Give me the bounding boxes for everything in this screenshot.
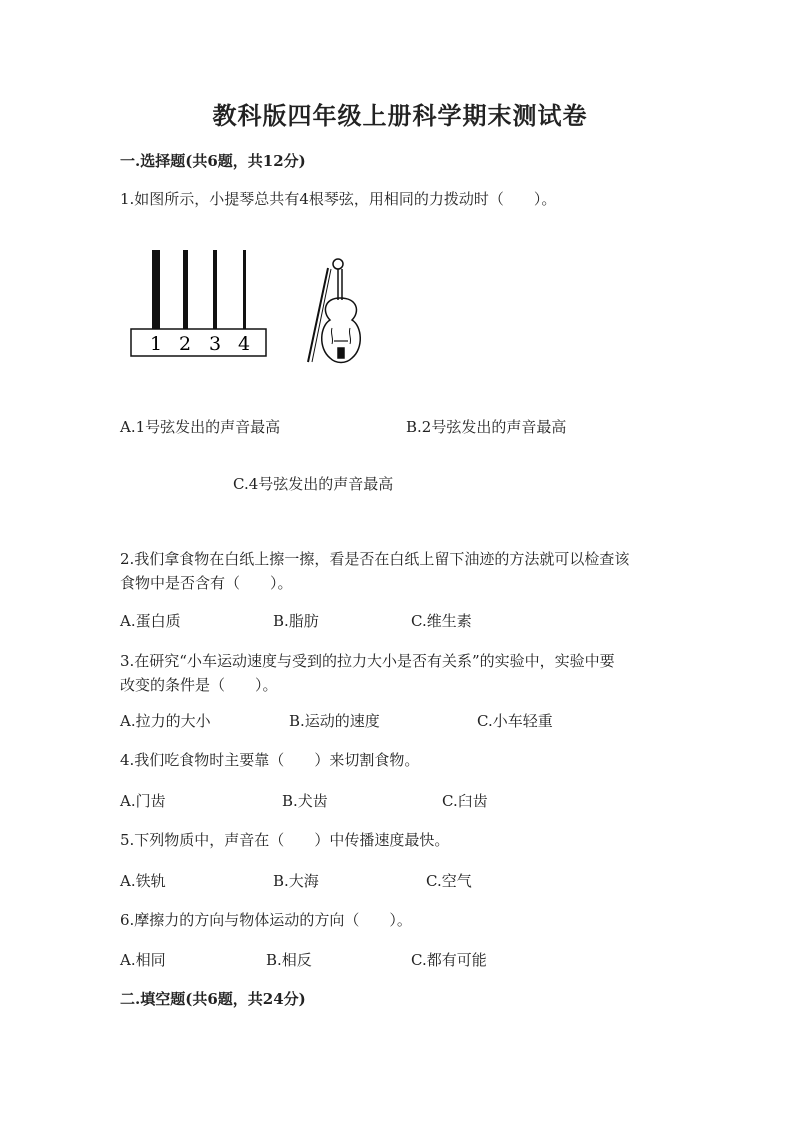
string-1	[152, 250, 160, 330]
question-4-option-a: A.门齿	[120, 792, 166, 810]
question-1-option-b: B.2号弦发出的声音最高	[406, 418, 567, 436]
question-6-option-b: B.相反	[266, 951, 312, 969]
question-2-stem-line-2: 食物中是否含有（ ）。	[120, 574, 293, 592]
question-3-stem-line-2: 改变的条件是（ ）。	[120, 676, 278, 694]
question-1-option-c: C.4号弦发出的声音最高	[233, 475, 394, 493]
question-2-stem-line-1: 2.我们拿食物在白纸上擦一擦，看是否在白纸上留下油迹的方法就可以检查该	[120, 550, 630, 568]
string-label-3: 3	[208, 333, 222, 355]
question-1-option-a: A.1号弦发出的声音最高	[120, 418, 281, 436]
question-3-stem-line-1: 3.在研究“小车运动速度与受到的拉力大小是否有关系”的实验中，实验中要	[120, 652, 615, 670]
question-1-stem: 1.如图所示，小提琴总共有4根琴弦，用相同的力拨动时（ ）。	[120, 190, 557, 208]
string-label-2: 2	[178, 333, 192, 355]
question-5-option-c: C.空气	[426, 872, 472, 890]
string-4	[243, 250, 246, 330]
question-2-option-b: B.脂肪	[273, 612, 319, 630]
question-6-stem: 6.摩擦力的方向与物体运动的方向（ ）。	[120, 911, 412, 929]
string-3	[213, 250, 217, 330]
question-6-option-c: C.都有可能	[411, 951, 487, 969]
question-2-option-c: C.维生素	[411, 612, 472, 630]
question-1-figure	[128, 248, 378, 378]
section-heading-fill-blank: 二.填空题(共6题，共24分)	[120, 990, 306, 1008]
question-3-option-c: C.小车轻重	[477, 712, 553, 730]
violin-icon	[308, 259, 360, 363]
question-4-option-c: C.臼齿	[442, 792, 488, 810]
question-3-option-b: B.运动的速度	[289, 712, 380, 730]
question-5-option-a: A.铁轨	[120, 872, 166, 890]
question-5-stem: 5.下列物质中，声音在（ ）中传播速度最快。	[120, 831, 450, 849]
question-5-option-b: B.大海	[273, 872, 319, 890]
question-6-option-a: A.相同	[120, 951, 166, 969]
violin-strings-diagram	[128, 248, 378, 378]
question-3-option-a: A.拉力的大小	[120, 712, 211, 730]
question-4-stem: 4.我们吃食物时主要靠（ ）来切割食物。	[120, 751, 420, 769]
question-4-option-b: B.犬齿	[282, 792, 328, 810]
string-label-4: 4	[237, 333, 251, 355]
page-title: 教科版四年级上册科学期末测试卷	[212, 101, 588, 130]
string-2	[183, 250, 188, 330]
section-heading-choice: 一.选择题(共6题，共12分)	[120, 152, 306, 170]
question-2-option-a: A.蛋白质	[120, 612, 181, 630]
string-label-1: 1	[149, 333, 163, 355]
